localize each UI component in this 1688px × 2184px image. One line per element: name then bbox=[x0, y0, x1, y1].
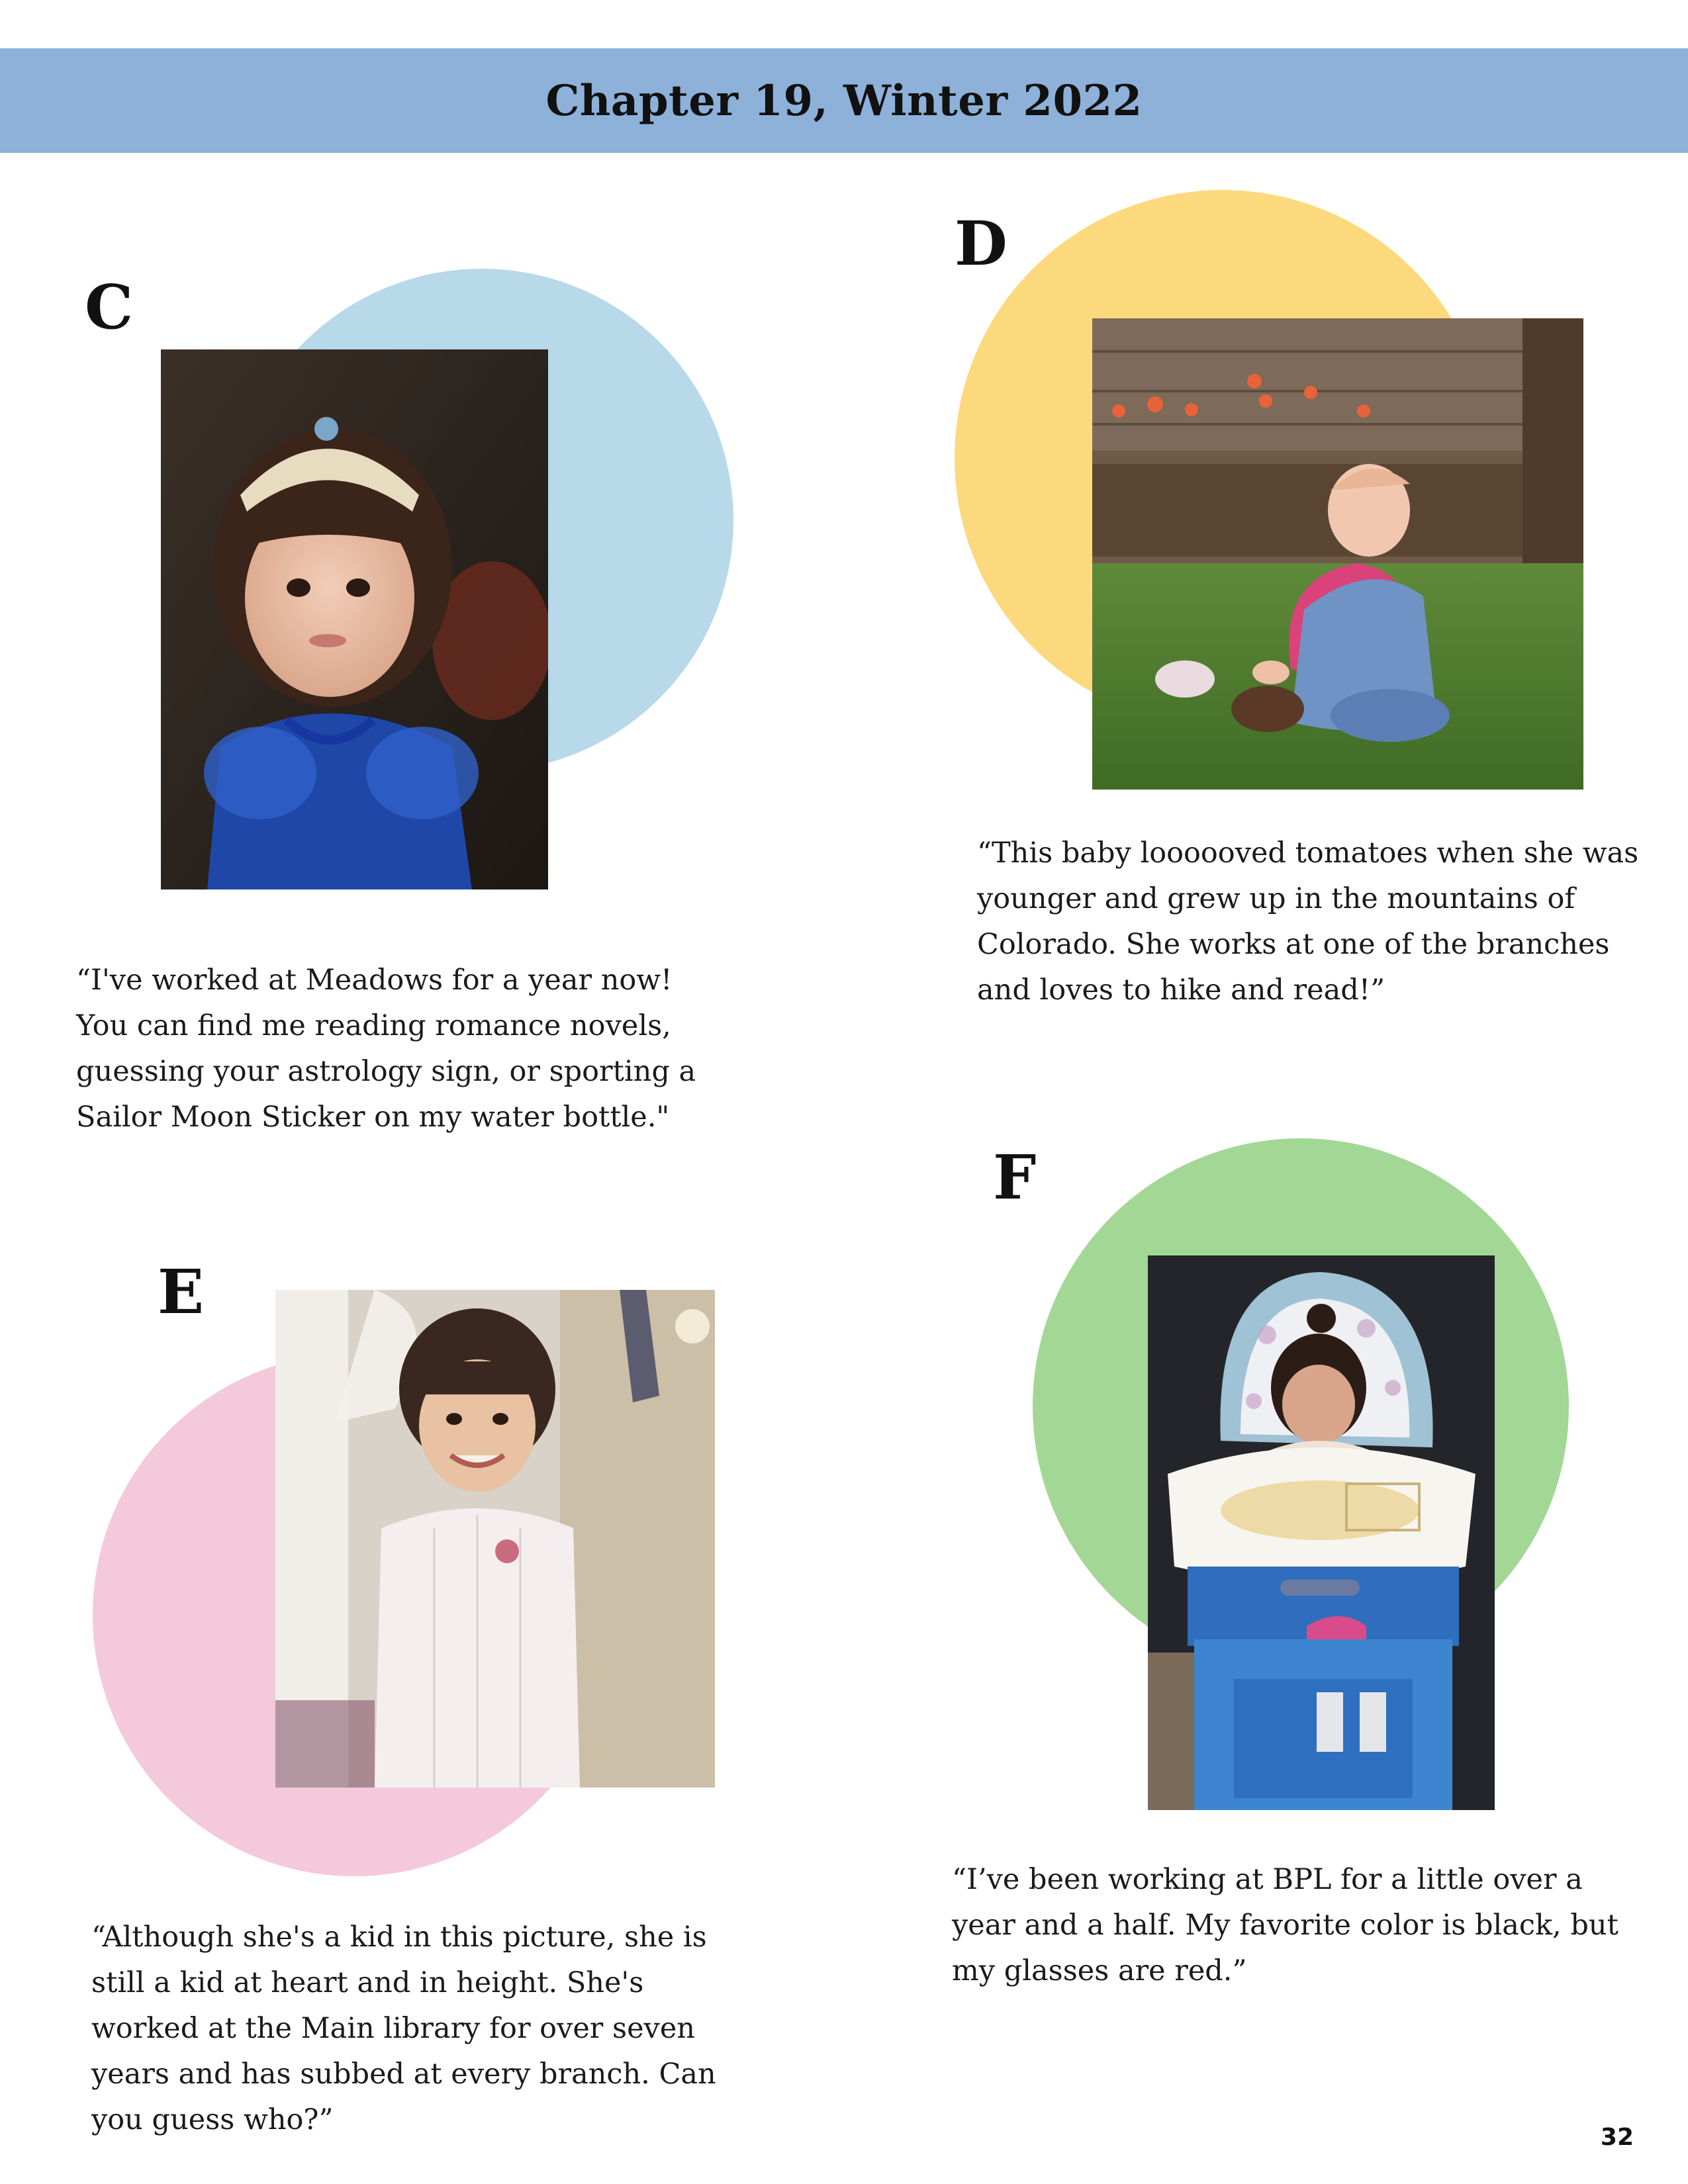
profile-d-letter: D bbox=[955, 208, 1008, 279]
profile-c-photo bbox=[161, 349, 548, 889]
profile-c-letter: C bbox=[85, 271, 134, 343]
page-number: 32 bbox=[1600, 2124, 1634, 2151]
chapter-title: Chapter 19, Winter 2022 bbox=[545, 75, 1143, 126]
profile-e-photo bbox=[275, 1290, 715, 1788]
profile-c-caption: “I've worked at Meadows for a year now! You can find me reading romance novels, guessing your astrology sign, or sporting a Sailor Moon Sticker on my water bottle." bbox=[76, 964, 696, 1134]
profile-d-photo bbox=[1092, 318, 1583, 790]
chapter-header-bar bbox=[0, 48, 1688, 153]
profile-e-caption: “Although she's a kid in this picture, she is still a kid at heart and in height. She's worked at the Main library for over seven years and has subbed at every branch. Can you guess who?” bbox=[91, 1921, 716, 2136]
profile-f-caption: “I’ve been working at BPL for a little over a year and a half. My favorite color is black, but my glasses are red.” bbox=[952, 1863, 1618, 1987]
profile-e-letter: E bbox=[158, 1256, 205, 1328]
profile-f-photo bbox=[1148, 1255, 1495, 1810]
profile-d-caption: “This baby loooooved tomatoes when she was younger and grew up in the mountains of Colorado. She works at one of the branches and loves to hike and read!” bbox=[977, 837, 1639, 1007]
profile-f-letter: F bbox=[993, 1142, 1037, 1213]
